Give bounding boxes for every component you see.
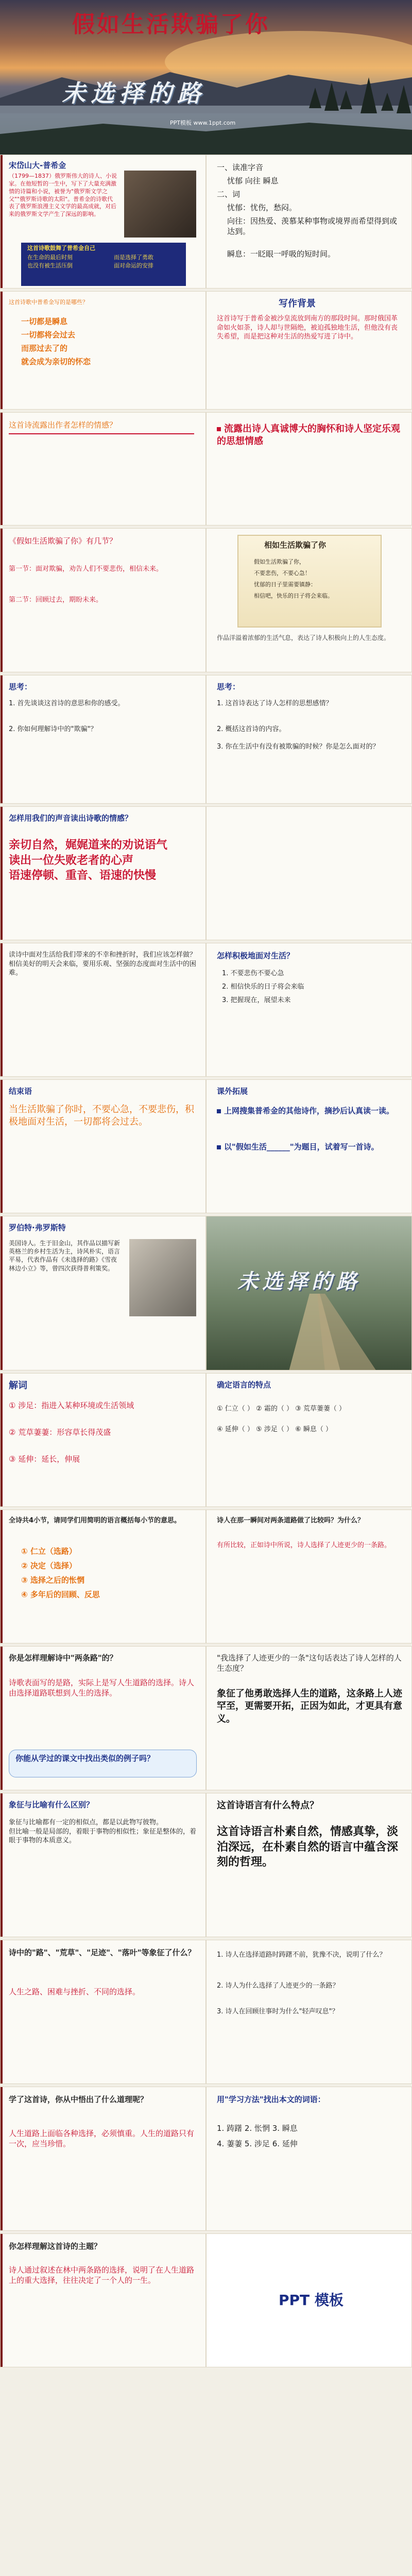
- emotion-answer-text: 流露出诗人真诚博大的胸怀和诗人坚定乐观的思想情感: [217, 423, 400, 447]
- slide-imagery: [0, 1940, 206, 2084]
- think-item: 2. 你如何理解诗中的"欺骗"？: [9, 725, 97, 733]
- explain-item: ① 涉足：指进入某种环境或生活领域: [9, 1401, 134, 1410]
- life-line: 1. 不要悲伤不要心急: [222, 970, 284, 977]
- life-question: 怎样积极地面对生活？: [217, 951, 295, 960]
- scroll-line: 假如生活欺骗了你，: [254, 558, 305, 565]
- review-row: 1. 踌躇 2. 怅惘 3. 瞬息: [217, 2124, 298, 2133]
- lesson-question: 学了这首诗，你从中悟出了什么道理呢？: [9, 2095, 148, 2104]
- scroll-line: 相信吧，快乐的日子将会来临。: [254, 592, 333, 599]
- bullet-icon: [217, 1145, 221, 1149]
- slide-two-roads: [0, 1646, 206, 1790]
- summary-item: ③ 选择之后的怅惘: [21, 1575, 84, 1585]
- quote-line: 而是选择了勇敢: [114, 254, 153, 261]
- scroll-line: 忧郁的日子里需要镇静：: [254, 581, 316, 588]
- slide-summary: [0, 1510, 206, 1643]
- structure-q2: 第一节：面对欺骗，劝告人们不要悲伤，相信未来。: [9, 565, 163, 573]
- structure-q3: 第二节：回顾过去，期盼未来。: [9, 596, 103, 604]
- example-question-pill: [9, 1750, 197, 1777]
- quote-line: 面对命运的安排: [114, 262, 153, 269]
- quote-line: 也没有被生活压倒: [27, 262, 73, 269]
- scroll-line: 不要悲伤，不要心急！: [254, 570, 311, 577]
- hero-subtitle: 未选择的路: [62, 79, 206, 107]
- hero-url: PPT模板 www.1ppt.com: [170, 120, 236, 126]
- review-title: 用"学习方法"找出本文的词语：: [217, 2095, 325, 2104]
- hero-title: 假如生活欺骗了你: [72, 11, 270, 38]
- road-title: 未选择的路: [237, 1269, 361, 1294]
- theme-question: 你怎样理解这首诗的主题？: [9, 2242, 102, 2251]
- tone-answer: 亲切自然，娓娓道来的劝说语气 读出一位失败老者的心声 语速停顿、重音、语速的快慢: [9, 839, 168, 883]
- vocab-item: 向往：因热爱、羡慕某种事物或境界而希望得到或达到。: [227, 216, 398, 236]
- slide-frost: [0, 1216, 206, 1370]
- slide-theme: [0, 2233, 206, 2367]
- theme-answer: 诗人通过叙述在林中两条路的选择，说明了在人生道路上的重大选择，往往决定了一个人的一生。: [9, 2265, 195, 2285]
- excerpt-line: 就会成为亲切的怀恋: [21, 357, 91, 366]
- conclusion-text: 当生活欺骗了你时，不要心急，不要悲伤，积极地面对生活，一切都将会过去。: [9, 1104, 194, 1128]
- think-item: 3. 你在生活中有没有被欺骗的时候？你是怎么面对的？: [217, 743, 380, 751]
- life-line: 3. 把握现在，展望未来: [222, 996, 291, 1004]
- frost-portrait: [129, 1239, 196, 1316]
- lesson-answer: 人生道路上面临各种选择，必须慎重。人生的道路只有一次，应当珍惜。: [9, 2129, 195, 2149]
- roads-answer: 诗歌表面写的是路，实际上是写人生道路的选择。诗人由选择道路联想到人生的选择。: [9, 1678, 195, 1698]
- choice-question: "我选择了人迹更少的一条"这句话表达了诗人怎样的人生态度？: [217, 1653, 402, 1673]
- think-title: 思考：: [217, 682, 241, 691]
- excerpt-note: 这首诗歌中普希金写的是哪些？: [9, 299, 88, 306]
- vocab-item: 忧郁 向往 瞬息: [227, 176, 279, 185]
- quote-line: 在生命的最后时刻: [27, 254, 73, 261]
- comparison-question: 诗人在那一瞬间对两条道路做了比较吗？为什么？: [217, 1517, 365, 1524]
- slide-questions-list: [206, 1940, 412, 2084]
- choice-answer: 象征了他勇敢选择人生的道路，这条路上人迹罕至，更需要开拓，正因为如此，才更具有意义。: [217, 1688, 402, 1724]
- example-question-text: 你能从学过的课文中找出类似的例子吗？: [15, 1754, 155, 1763]
- author-portrait: [124, 171, 196, 238]
- vocab-item: 二、词: [217, 190, 241, 199]
- vocab-item: 瞬息：一眨眼一呼吸的短时间。: [227, 249, 336, 259]
- slide-author: [0, 155, 206, 289]
- slide-lesson: [0, 2087, 206, 2231]
- pron-row: ④ 延伸（ ） ⑤ 涉足（ ） ⑥ 瞬息（ ）: [217, 1426, 333, 1433]
- background-title: 写作背景: [279, 298, 316, 309]
- extension-item: [217, 1142, 402, 1152]
- excerpt-line: 一切都是瞬息: [21, 317, 68, 326]
- scroll-note: 作品洋溢着浓郁的生活气息，表达了诗人积极向上的人生态度。: [217, 634, 390, 641]
- think-item: 1. 这首诗表达了诗人怎样的思想感情？: [217, 700, 333, 707]
- slide-vocab: [206, 155, 412, 289]
- roads-question: 你是怎样理解诗中"两条路"的？: [9, 1653, 117, 1663]
- language-body: 这首诗语言朴素自然，情感真挚，淡泊深远，在朴素自然的语言中蕴含深刻的哲理。: [217, 1825, 399, 1869]
- imagery-question: 诗中的"路"、"荒草"、"足迹"、"落叶"等象征了什么？: [9, 1948, 196, 1957]
- slide-poem-excerpt: [0, 291, 206, 410]
- extension-title: 课外拓展: [217, 1087, 248, 1096]
- background-body: 这首诗写于普希金被沙皇流放到南方的那段时间。那时俄国革命如火如荼，诗人却与世隔绝，被迫孤独地生活，但他没有丧失希望，而是把这种对生活的热爱写进了诗中。: [217, 315, 398, 341]
- summary-item: ② 决定（选择）: [21, 1561, 77, 1570]
- extension-text: 以"假如生活______"为题目，试着写一首诗。: [224, 1142, 379, 1151]
- think-item: 1. 首先谈谈这首诗的意思和你的感受。: [9, 700, 125, 707]
- slide-background: [206, 291, 412, 410]
- quote-box: [21, 243, 186, 286]
- vocab-item: 忧郁：忧伤，愁闷。: [227, 203, 297, 212]
- explain-item: ② 荒草萋萋：形容草长得茂盛: [9, 1428, 111, 1437]
- slide-face-life: [206, 943, 412, 1077]
- excerpt-line: 一切都将会过去: [21, 330, 76, 340]
- structure-q1: 《假如生活欺骗了你》有几节？: [9, 536, 117, 546]
- question-item: 3. 诗人在回顾往事时为什么"轻声叹息"？: [217, 2008, 339, 2015]
- symbol-title: 象征与比喻有什么区别？: [9, 1800, 94, 1809]
- bullet-icon: [217, 427, 221, 431]
- slide-conclusion: [0, 1079, 206, 1213]
- slide-language: [206, 1793, 412, 1937]
- think-item: 2. 概括这首诗的内容。: [217, 725, 286, 733]
- hardship-body: 读诗中面对生活给我们带来的不幸和挫折时，我们应该怎样做？ 相信美好的明天会来临，要用乐观、坚强的态度面对生活中的困难。: [9, 951, 197, 977]
- summary-title: 全诗共4小节，请同学们用简明的语言概括每小节的意思。: [9, 1517, 181, 1524]
- slide-symbol-metaphor: [0, 1793, 206, 1937]
- slide-think-right: [206, 675, 412, 804]
- life-line: 2. 相信快乐的日子将会来临: [222, 983, 304, 991]
- ppt-logo: PPT 模板: [279, 2292, 344, 2309]
- hero-slide: [0, 0, 412, 155]
- frost-body: 美国诗人。生于旧金山，其作品以描写新英格兰的乡村生活为主，诗风朴实，语言平易，代表作品有《未选择的路》《雪夜林边小立》等，曾四次获得普利策奖。: [9, 1240, 121, 1272]
- explain-title: 解词: [9, 1380, 27, 1391]
- emotion-question: 这首诗流露出作者怎样的情感？: [9, 420, 117, 430]
- author-body: （1799—1837）俄罗斯伟大的诗人、小说家。在他短暂的一生中，写下了大量充满激情的诗篇和小说，被誉为"俄罗斯文学之父""俄罗斯诗歌的太阳"。普希金的诗歌代表了俄罗斯浪漫主义文学的最高成就，对后来的俄罗斯文学产生了深远的影响。: [9, 173, 117, 218]
- slide-extension: [206, 1079, 412, 1213]
- think-title: 思考：: [9, 682, 32, 691]
- pron-title: 确定语言的特点: [217, 1380, 271, 1389]
- slide-logo: [206, 2233, 412, 2367]
- tone-question: 怎样用我们的声音读出诗歌的情感？: [9, 814, 133, 823]
- imagery-answer: 人生之路、困难与挫折、不同的选择。: [9, 1987, 141, 1996]
- slide-road-choice: [206, 1646, 412, 1790]
- quote-box-title: 这首诗歌鼓舞了普希金自己: [27, 245, 95, 251]
- poem-scroll: [237, 535, 382, 628]
- slide-vocab-explain: [0, 1373, 206, 1507]
- slide-road-photo: [206, 1216, 412, 1370]
- scroll-title: 相如生活欺骗了你: [264, 540, 327, 550]
- symbol-body: 象征与比喻都有一定的相似点，都是以此物写彼物。 但比喻一般是局部的，着眼于事物的相似性；象征是整体的，着眼于事物的本质意义。: [9, 1819, 197, 1845]
- language-title: 这首诗语言有什么特点？: [217, 1800, 319, 1811]
- vocab-item: 一、读准字音: [217, 163, 264, 172]
- pron-row: ① 仁立（ ） ② 霜的（ ） ③ 荒草萋萋（ ）: [217, 1405, 346, 1413]
- slide-emotion-answer: [206, 412, 412, 526]
- frost-title: 罗伯特·弗罗斯特: [9, 1223, 66, 1232]
- slide-think-left: [0, 675, 206, 804]
- slide-question-emotion: [0, 412, 206, 526]
- slide-empty-1: [206, 806, 412, 940]
- review-row: 4. 萋萋 5. 涉足 6. 延伸: [217, 2139, 298, 2148]
- author-heading: 宋岱山大-普希金: [9, 161, 66, 170]
- summary-item: ① 仁立（选路）: [21, 1547, 77, 1556]
- comparison-answer: 有所比较，正如诗中所说，诗人选择了人迹更少的一条路。: [217, 1541, 391, 1549]
- extension-text: 上网搜集普希金的其他诗作，摘抄后认真读一读。: [224, 1106, 394, 1115]
- slide-reading-tone: [0, 806, 206, 940]
- summary-item: ④ 多年后的回顾、反思: [21, 1590, 100, 1599]
- extension-item: [217, 1106, 402, 1116]
- slide-face-hardship: [0, 943, 206, 1077]
- question-item: 2. 诗人为什么选择了人迹更少的一条路？: [217, 1982, 339, 1990]
- slide-poem-scroll: [206, 528, 412, 672]
- slide-word-review: [206, 2087, 412, 2231]
- conclusion-title: 结束语: [9, 1087, 32, 1096]
- emotion-answer: [217, 423, 402, 448]
- slide-structure: [0, 528, 206, 672]
- bullet-icon: [217, 1109, 221, 1113]
- slide-pronunciation: [206, 1373, 412, 1507]
- excerpt-line: 而那过去了的: [21, 344, 68, 353]
- slide-comparison: [206, 1510, 412, 1643]
- question-item: 1. 诗人在选择道路时踌躇不前，犹豫不决，说明了什么？: [217, 1951, 386, 1959]
- explain-item: ③ 延伸：延长，伸展: [9, 1454, 80, 1464]
